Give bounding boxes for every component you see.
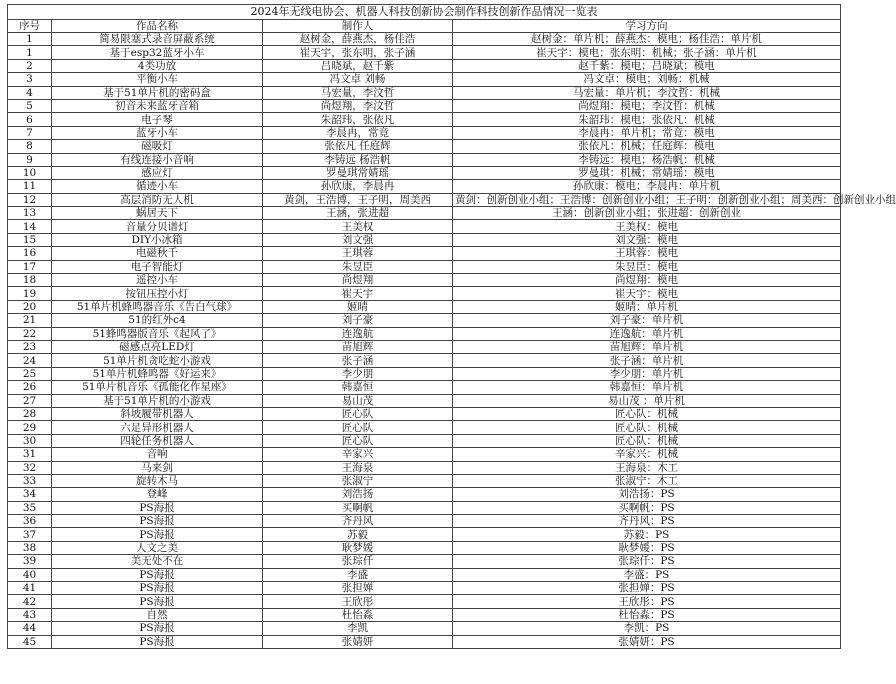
cell-seq: 9 [8, 153, 52, 166]
cell-work-name: 四轮任务机器人 [52, 434, 263, 447]
table-row [8, 73, 841, 86]
cell-direction: 李少朋：单片机 [453, 367, 841, 380]
table-row [8, 166, 841, 179]
cell-makers: 张婧妍 [263, 635, 453, 648]
cell-makers: 买啊帆 [263, 501, 453, 514]
cell-makers: 王美权 [263, 220, 453, 233]
cell-direction: 冯文卓：模电；刘畅：机械 [453, 73, 841, 86]
table-row [8, 314, 841, 327]
cell-makers: 杜怡淼 [263, 608, 453, 621]
table-row [8, 555, 841, 568]
cell-makers: 李晨冉，常竟 [263, 126, 453, 139]
cell-seq: 29 [8, 421, 52, 434]
cell-seq: 45 [8, 635, 52, 648]
cell-makers: 崔天宇 [263, 287, 453, 300]
cell-seq: 42 [8, 595, 52, 608]
table-row [8, 448, 841, 461]
table-row [8, 541, 841, 554]
cell-makers: 易山茂 [263, 394, 453, 407]
cell-seq: 22 [8, 327, 52, 340]
cell-work-name: 平衡小车 [52, 73, 263, 86]
cell-seq: 11 [8, 180, 52, 193]
cell-direction: 崔天宇：模电 [453, 287, 841, 300]
cell-direction: 王涵：创新创业小组；张进超：创新创业 [453, 207, 841, 220]
cell-makers: 张依凡 任庭辉 [263, 140, 453, 153]
cell-seq: 43 [8, 608, 52, 621]
cell-seq: 33 [8, 474, 52, 487]
cell-work-name: 51单片机贪吃蛇小游戏 [52, 354, 263, 367]
cell-direction: 马宏量：单片机；李汶哲：机械 [453, 86, 841, 99]
cell-seq: 17 [8, 260, 52, 273]
cell-makers: 韩嘉恒 [263, 381, 453, 394]
cell-work-name: 51蜂鸣器版音乐《起风了》 [52, 327, 263, 340]
cell-seq: 44 [8, 622, 52, 635]
cell-seq: 4 [8, 86, 52, 99]
cell-work-name: 有线连接小音响 [52, 153, 263, 166]
table-row [8, 113, 841, 126]
cell-work-name: PS海报 [52, 595, 263, 608]
cell-direction: 张淑宁：木工 [453, 474, 841, 487]
cell-makers: 刘子豪 [263, 314, 453, 327]
cell-work-name: 4类功放 [52, 59, 263, 72]
cell-work-name: 美无处不在 [52, 555, 263, 568]
cell-makers: 马宏量，李汶哲 [263, 86, 453, 99]
cell-work-name: 电子智能灯 [52, 260, 263, 273]
cell-makers: 李铸远 杨浩帆 [263, 153, 453, 166]
cell-work-name: 感应灯 [52, 166, 263, 179]
table-row [8, 394, 841, 407]
cell-makers: 尚煜翔 [263, 274, 453, 287]
table-row [8, 153, 841, 166]
table-row [8, 354, 841, 367]
cell-direction: 匠心队：机械 [453, 434, 841, 447]
cell-direction: 张子涵：单片机 [453, 354, 841, 367]
table-row [8, 59, 841, 72]
table-row [8, 340, 841, 353]
cell-direction: 买啊帆：PS [453, 501, 841, 514]
cell-makers: 刘文强 [263, 233, 453, 246]
cell-seq: 20 [8, 300, 52, 313]
cell-direction: 黄剑：创新创业小组；王浩博：创新创业小组；王子明：创新创业小组；周美西：创新创业小组 [453, 193, 841, 206]
cell-direction: 李凯：PS [453, 622, 841, 635]
cell-makers: 李盛 [263, 568, 453, 581]
cell-makers: 孙欣康，李晨冉 [263, 180, 453, 193]
cell-work-name: 基于esp32蓝牙小车 [52, 46, 263, 59]
table-row [8, 407, 841, 420]
cell-direction: 匠心队：机械 [453, 421, 841, 434]
cell-seq: 39 [8, 555, 52, 568]
table-row [8, 622, 841, 635]
cell-makers: 李少朋 [263, 367, 453, 380]
cell-work-name: 初音未来蓝牙音箱 [52, 99, 263, 112]
table-row [8, 421, 841, 434]
cell-direction: 张担婵：PS [453, 582, 841, 595]
cell-work-name: 马来剑 [52, 461, 263, 474]
cell-direction: 苏毅：PS [453, 528, 841, 541]
cell-work-name: 登峰 [52, 488, 263, 501]
cell-direction: 王欣彤：PS [453, 595, 841, 608]
cell-seq: 38 [8, 541, 52, 554]
cell-makers: 姬晴 [263, 300, 453, 313]
cell-direction: 朱韶玮：模电；张依凡：机械 [453, 113, 841, 126]
table-row [8, 608, 841, 621]
table-row [8, 207, 841, 220]
cell-direction: 朱昱臣：模电 [453, 260, 841, 273]
table-row [8, 474, 841, 487]
cell-seq: 6 [8, 113, 52, 126]
cell-work-name: 蜗居天下 [52, 207, 263, 220]
cell-direction: 杜怡淼：PS [453, 608, 841, 621]
works-table [7, 4, 896, 649]
cell-seq: 1 [8, 46, 52, 59]
cell-direction: 王美权：模电 [453, 220, 841, 233]
cell-seq: 34 [8, 488, 52, 501]
cell-makers: 耿梦媛 [263, 541, 453, 554]
cell-direction: 张琮仟：PS [453, 555, 841, 568]
cell-direction: 李晨冉：单片机；常竟：模电 [453, 126, 841, 139]
cell-work-name: DIY小冰箱 [52, 233, 263, 246]
cell-seq: 26 [8, 381, 52, 394]
table-row [8, 515, 841, 528]
table-row [8, 367, 841, 380]
table-row [8, 233, 841, 246]
cell-work-name: 磁感点亮LED灯 [52, 340, 263, 353]
cell-work-name: 电磁秋千 [52, 247, 263, 260]
cell-work-name: 高层消防无人机 [52, 193, 263, 206]
cell-makers: 匠心队 [263, 407, 453, 420]
cell-seq: 10 [8, 166, 52, 179]
cell-makers: 朱昱臣 [263, 260, 453, 273]
cell-makers: 尚煜翔，李汶哲 [263, 99, 453, 112]
cell-seq: 15 [8, 233, 52, 246]
cell-seq: 7 [8, 126, 52, 139]
cell-direction: 耿梦媛：PS [453, 541, 841, 554]
cell-work-name: 自然 [52, 608, 263, 621]
table-title: 2024年无线电协会、机器人科技创新协会制作科技创新作品情况一览表 [8, 5, 841, 20]
table-row [8, 327, 841, 340]
table-row [8, 99, 841, 112]
cell-direction: 罗曼琪：机械；常婧瑶：模电 [453, 166, 841, 179]
cell-makers: 辛家兴 [263, 448, 453, 461]
cell-work-name: 磁吸灯 [52, 140, 263, 153]
cell-seq: 21 [8, 314, 52, 327]
header-direction: 学习方向 [453, 20, 841, 33]
cell-makers: 匠心队 [263, 434, 453, 447]
cell-direction: 尚煜翔：模电 [453, 274, 841, 287]
cell-direction: 崔天宇：模电；张东明：机械；张子涵：单片机 [453, 46, 841, 59]
cell-direction: 韩嘉恒：单片机 [453, 381, 841, 394]
cell-makers: 王琪蓉 [263, 247, 453, 260]
table-row [8, 568, 841, 581]
table-row [8, 46, 841, 59]
table-row [8, 501, 841, 514]
cell-work-name: 51的红外c4 [52, 314, 263, 327]
table-row [8, 582, 841, 595]
cell-seq: 3 [8, 73, 52, 86]
cell-work-name: 音量分贝谱灯 [52, 220, 263, 233]
cell-makers: 王涵，张进超 [263, 207, 453, 220]
cell-work-name: 51单片机蜂鸣器音乐《告白气球》 [52, 300, 263, 313]
cell-seq: 37 [8, 528, 52, 541]
cell-makers: 苗旭辉 [263, 340, 453, 353]
cell-seq: 35 [8, 501, 52, 514]
table-row [8, 247, 841, 260]
cell-makers: 王海泉 [263, 461, 453, 474]
cell-work-name: 蓝牙小车 [52, 126, 263, 139]
cell-work-name: PS海报 [52, 635, 263, 648]
table-row [8, 180, 841, 193]
cell-direction: 赵千紫：模电；吕晓斌：模电 [453, 59, 841, 72]
cell-seq: 32 [8, 461, 52, 474]
cell-direction: 李铸远：模电；杨浩帆：机械 [453, 153, 841, 166]
cell-direction: 张婧妍：PS [453, 635, 841, 648]
cell-seq: 5 [8, 99, 52, 112]
cell-seq: 8 [8, 140, 52, 153]
cell-makers: 朱韶玮，张依凡 [263, 113, 453, 126]
cell-work-name: 基于51单片机的密码盒 [52, 86, 263, 99]
table-row [8, 300, 841, 313]
table-row [8, 635, 841, 648]
header-seq: 序号 [8, 20, 52, 33]
cell-work-name: 音响 [52, 448, 263, 461]
table-row [8, 140, 841, 153]
cell-makers: 张担婵 [263, 582, 453, 595]
cell-seq: 41 [8, 582, 52, 595]
table-row [8, 33, 841, 46]
cell-makers: 罗曼琪常婧瑶 [263, 166, 453, 179]
cell-seq: 12 [8, 193, 52, 206]
cell-seq: 25 [8, 367, 52, 380]
table-row [8, 274, 841, 287]
cell-direction: 匠心队：机械 [453, 407, 841, 420]
cell-makers: 黄剑，王浩博，王子明，周美西 [263, 193, 453, 206]
cell-work-name: 六足异形机器人 [52, 421, 263, 434]
cell-makers: 冯文卓 刘畅 [263, 73, 453, 86]
cell-makers: 刘浩扬 [263, 488, 453, 501]
cell-work-name: 基于51单片机的小游戏 [52, 394, 263, 407]
cell-work-name: 人文之美 [52, 541, 263, 554]
cell-direction: 易山茂 ：单片机 [453, 394, 841, 407]
table-row [8, 461, 841, 474]
table-row [8, 193, 841, 206]
cell-work-name: 电子琴 [52, 113, 263, 126]
cell-seq: 28 [8, 407, 52, 420]
cell-seq: 18 [8, 274, 52, 287]
cell-makers: 李凯 [263, 622, 453, 635]
cell-makers: 赵树金，薛燕杰，杨佳浩 [263, 33, 453, 46]
table-row [8, 126, 841, 139]
cell-seq: 14 [8, 220, 52, 233]
cell-work-name: 按钮压控小灯 [52, 287, 263, 300]
cell-direction: 辛家兴：机械 [453, 448, 841, 461]
cell-work-name: PS海报 [52, 528, 263, 541]
cell-direction: 孙欣康：模电；李晨冉：单片机 [453, 180, 841, 193]
cell-seq: 31 [8, 448, 52, 461]
cell-direction: 王海泉：木工 [453, 461, 841, 474]
cell-seq: 30 [8, 434, 52, 447]
header-makers: 制作人 [263, 20, 453, 33]
cell-work-name: 旋转木马 [52, 474, 263, 487]
cell-work-name: PS海报 [52, 582, 263, 595]
table-row [8, 220, 841, 233]
cell-work-name: PS海报 [52, 501, 263, 514]
table-row [8, 595, 841, 608]
cell-makers: 崔天宇，张东明，张子涵 [263, 46, 453, 59]
cell-seq: 1 [8, 33, 52, 46]
cell-direction: 苗旭辉：单片机 [453, 340, 841, 353]
table-row [8, 528, 841, 541]
cell-seq: 27 [8, 394, 52, 407]
cell-makers: 张淑宁 [263, 474, 453, 487]
cell-seq: 13 [8, 207, 52, 220]
cell-direction: 王琪蓉：模电 [453, 247, 841, 260]
cell-work-name: 51单片机蜂鸣器《好运来》 [52, 367, 263, 380]
cell-direction: 刘文强：模电 [453, 233, 841, 246]
cell-direction: 齐丹风：PS [453, 515, 841, 528]
cell-work-name: 斜坡履带机器人 [52, 407, 263, 420]
cell-direction: 张依凡：机械；任庭辉：模电 [453, 140, 841, 153]
cell-direction: 李盛：PS [453, 568, 841, 581]
cell-makers: 匠心队 [263, 421, 453, 434]
cell-seq: 16 [8, 247, 52, 260]
cell-makers: 齐丹风 [263, 515, 453, 528]
cell-seq: 19 [8, 287, 52, 300]
spreadsheet [7, 4, 896, 649]
cell-seq: 23 [8, 340, 52, 353]
table-row [8, 260, 841, 273]
cell-makers: 张琮仟 [263, 555, 453, 568]
table-row [8, 488, 841, 501]
cell-work-name: PS海报 [52, 622, 263, 635]
cell-seq: 2 [8, 59, 52, 72]
table-body [8, 33, 896, 649]
cell-makers: 苏毅 [263, 528, 453, 541]
cell-direction: 刘子豪：单片机 [453, 314, 841, 327]
cell-makers: 连逸航 [263, 327, 453, 340]
cell-direction: 连逸航：单片机 [453, 327, 841, 340]
cell-direction: 尚煜翔：模电；李汶哲：机械 [453, 99, 841, 112]
cell-direction: 赵树金：单片机；薛燕杰：模电；杨佳浩：单片机 [453, 33, 841, 46]
cell-seq: 40 [8, 568, 52, 581]
cell-makers: 王欣彤 [263, 595, 453, 608]
table-row [8, 287, 841, 300]
cell-seq: 24 [8, 354, 52, 367]
cell-work-name: 遥控小车 [52, 274, 263, 287]
table-row [8, 381, 841, 394]
cell-work-name: 简易限塞式录音屏蔽系统 [52, 33, 263, 46]
cell-makers: 吕晓斌，赵千紫 [263, 59, 453, 72]
cell-direction: 刘浩扬：PS [453, 488, 841, 501]
table-row [8, 86, 841, 99]
table-row [8, 434, 841, 447]
header-work-name: 作品名称 [52, 20, 263, 33]
cell-work-name: PS海报 [52, 568, 263, 581]
cell-seq: 36 [8, 515, 52, 528]
cell-work-name: 循迹小车 [52, 180, 263, 193]
cell-work-name: PS海报 [52, 515, 263, 528]
cell-direction: 姬晴：单片机 [453, 300, 841, 313]
cell-work-name: 51单片机音乐《孤能化作星座》 [52, 381, 263, 394]
cell-makers: 张子涵 [263, 354, 453, 367]
